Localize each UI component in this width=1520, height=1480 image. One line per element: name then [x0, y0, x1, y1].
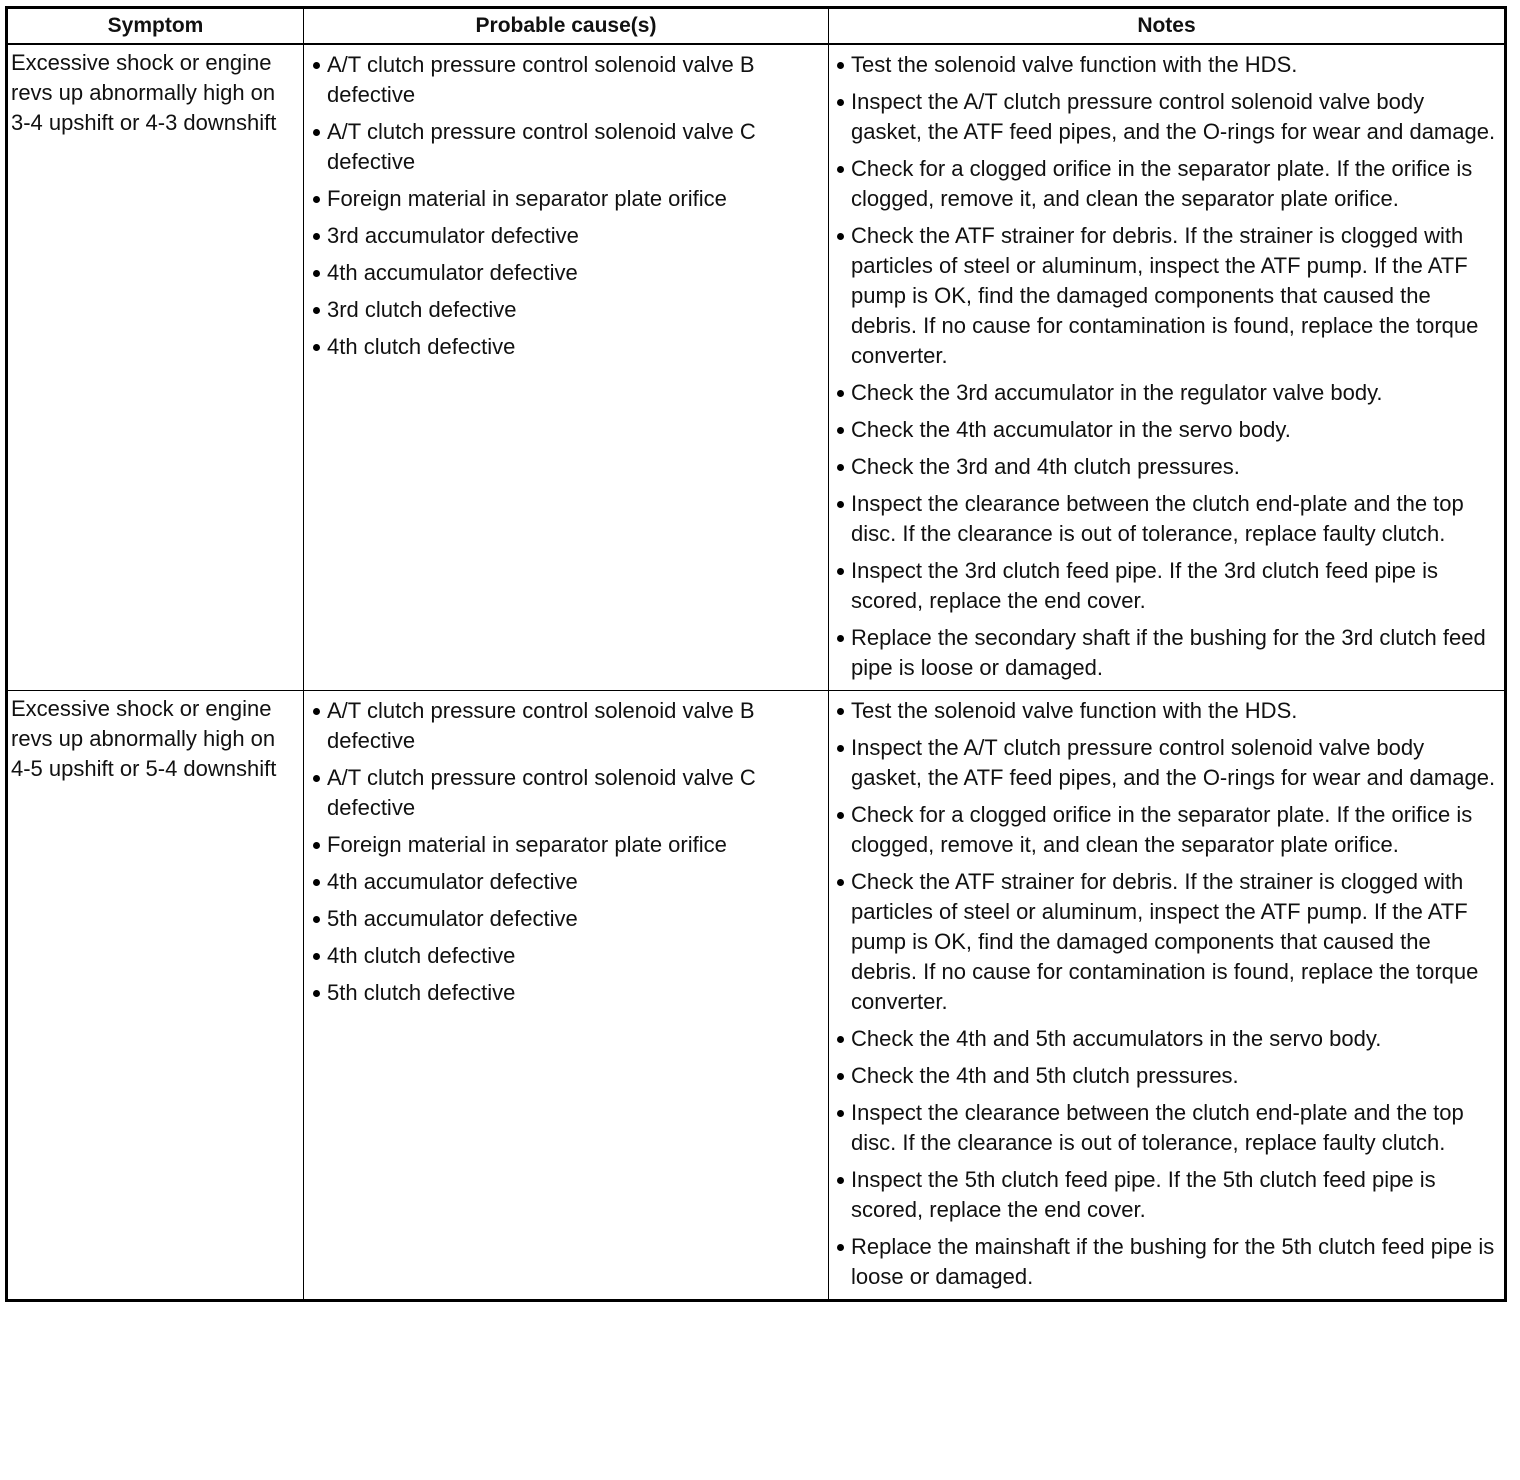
note-item: Check the 3rd accumulator in the regulator valve body. — [834, 378, 1498, 408]
note-item: Replace the mainshaft if the bushing for the 5th clutch feed pipe is loose or damaged. — [834, 1232, 1498, 1292]
table-row — [7, 691, 1506, 1301]
note-item: Inspect the A/T clutch pressure control solenoid valve body gasket, the ATF feed pipes, and the O-rings for wear and damage. — [834, 733, 1498, 793]
cause-item: 4th clutch defective — [310, 941, 822, 971]
note-item: Check the 3rd and 4th clutch pressures. — [834, 452, 1498, 482]
cause-item: 4th accumulator defective — [310, 258, 822, 288]
note-item: Replace the secondary shaft if the bushing for the 3rd clutch feed pipe is loose or damaged. — [834, 623, 1498, 683]
header-symptom: Symptom — [7, 8, 304, 45]
cause-list — [310, 50, 822, 362]
note-item: Test the solenoid valve function with the HDS. — [834, 50, 1498, 80]
note-item: Test the solenoid valve function with the HDS. — [834, 696, 1498, 726]
note-item: Inspect the 5th clutch feed pipe. If the 5th clutch feed pipe is scored, replace the end cover. — [834, 1165, 1498, 1225]
note-item: Inspect the clearance between the clutch end-plate and the top disc. If the clearance is out of tolerance, replace faulty clutch. — [834, 489, 1498, 549]
note-item: Inspect the 3rd clutch feed pipe. If the 3rd clutch feed pipe is scored, replace the end cover. — [834, 556, 1498, 616]
note-item: Inspect the A/T clutch pressure control solenoid valve body gasket, the ATF feed pipes, and the O-rings for wear and damage. — [834, 87, 1498, 147]
note-item: Check for a clogged orifice in the separator plate. If the orifice is clogged, remove it, and clean the separator plate orifice. — [834, 154, 1498, 214]
cause-item: Foreign material in separator plate orifice — [310, 184, 822, 214]
cause-item: A/T clutch pressure control solenoid valve B defective — [310, 696, 822, 756]
note-item: Check the 4th and 5th clutch pressures. — [834, 1061, 1498, 1091]
cause-item: Foreign material in separator plate orifice — [310, 830, 822, 860]
cause-list — [310, 696, 822, 1008]
cause-item: 5th accumulator defective — [310, 904, 822, 934]
header-notes: Notes — [829, 8, 1506, 45]
note-item: Check the ATF strainer for debris. If the strainer is clogged with particles of steel or aluminum, inspect the ATF pump. If the ATF pump is OK, find the damaged components that caused the debris. If no cause for contamination is found, replace the torque converter. — [834, 867, 1498, 1017]
note-item: Inspect the clearance between the clutch end-plate and the top disc. If the clearance is out of tolerance, replace faulty clutch. — [834, 1098, 1498, 1158]
cause-item: A/T clutch pressure control solenoid valve C defective — [310, 763, 822, 823]
cause-item: 3rd clutch defective — [310, 295, 822, 325]
header-row — [7, 8, 1506, 45]
cause-item: 4th accumulator defective — [310, 867, 822, 897]
probable-causes-cell — [304, 44, 829, 691]
notes-cell — [829, 44, 1506, 691]
symptom-cell: Excessive shock or engine revs up abnormally high on 4-5 upshift or 5-4 downshift — [7, 691, 304, 1301]
note-list — [834, 50, 1498, 683]
note-item: Check the ATF strainer for debris. If the strainer is clogged with particles of steel or aluminum, inspect the ATF pump. If the ATF pump is OK, find the damaged components that caused the debris. If no cause for contamination is found, replace the torque converter. — [834, 221, 1498, 371]
note-list — [834, 696, 1498, 1292]
probable-causes-cell — [304, 691, 829, 1301]
note-item: Check the 4th and 5th accumulators in the servo body. — [834, 1024, 1498, 1054]
table-row — [7, 44, 1506, 691]
note-item: Check the 4th accumulator in the servo body. — [834, 415, 1498, 445]
symptom-cell: Excessive shock or engine revs up abnormally high on 3-4 upshift or 4-3 downshift — [7, 44, 304, 691]
cause-item: 5th clutch defective — [310, 978, 822, 1008]
cause-item: A/T clutch pressure control solenoid valve B defective — [310, 50, 822, 110]
cause-item: A/T clutch pressure control solenoid valve C defective — [310, 117, 822, 177]
header-probable-causes: Probable cause(s) — [304, 8, 829, 45]
troubleshooting-table — [5, 6, 1507, 1302]
notes-cell — [829, 691, 1506, 1301]
cause-item: 3rd accumulator defective — [310, 221, 822, 251]
note-item: Check for a clogged orifice in the separator plate. If the orifice is clogged, remove it, and clean the separator plate orifice. — [834, 800, 1498, 860]
cause-item: 4th clutch defective — [310, 332, 822, 362]
